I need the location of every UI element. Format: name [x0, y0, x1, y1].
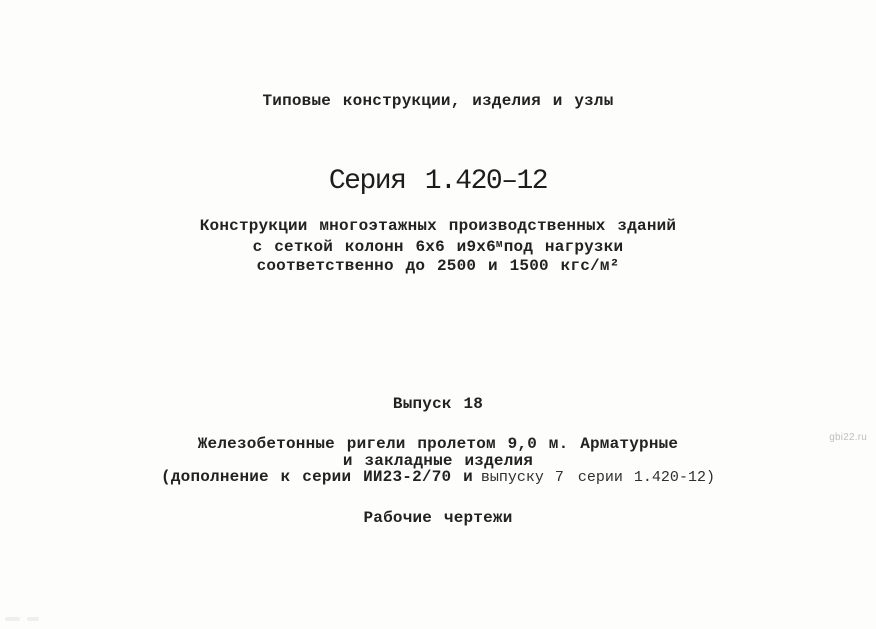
subtitle-line-2-text: с сеткой колонн 6х6 и9х6 — [252, 238, 496, 256]
meters-superscript: м — [495, 239, 503, 251]
description-line-1: Железобетонные ригели пролетом 9,0 м. Арматурные — [197, 435, 679, 453]
description-line-2: и закладные изделия — [342, 451, 534, 470]
series-subtitle — [0, 217, 876, 276]
description-line-3 — [0, 469, 876, 487]
issue-description — [0, 436, 876, 487]
series-title: Серия 1.420–12 — [328, 166, 548, 197]
site-watermark: gbi22.ru — [829, 432, 867, 443]
description-line-3-added-series: серии 1.420-12) — [577, 469, 715, 486]
description-line-3-typed: (дополнение к серии ИИ23-2/70 и — [161, 468, 473, 486]
document-classification-heading: Типовые конструкции, изделия и узлы — [262, 92, 614, 110]
description-line-3-added-issue: выпуску 7 — [480, 469, 564, 486]
subtitle-line-2-rest: под нагрузки — [503, 238, 624, 256]
scan-artifact — [27, 617, 39, 621]
subtitle-line-2 — [0, 236, 876, 257]
subtitle-line-3: соответственно до 2500 и 1500 кгс/м² — [256, 257, 620, 275]
scan-artifact — [5, 617, 20, 621]
issue-number: Выпуск 18 — [392, 395, 484, 413]
subtitle-line-1: Конструкции многоэтажных производственных зданий — [199, 217, 677, 235]
document-type-label: Рабочие чертежи — [363, 509, 513, 527]
